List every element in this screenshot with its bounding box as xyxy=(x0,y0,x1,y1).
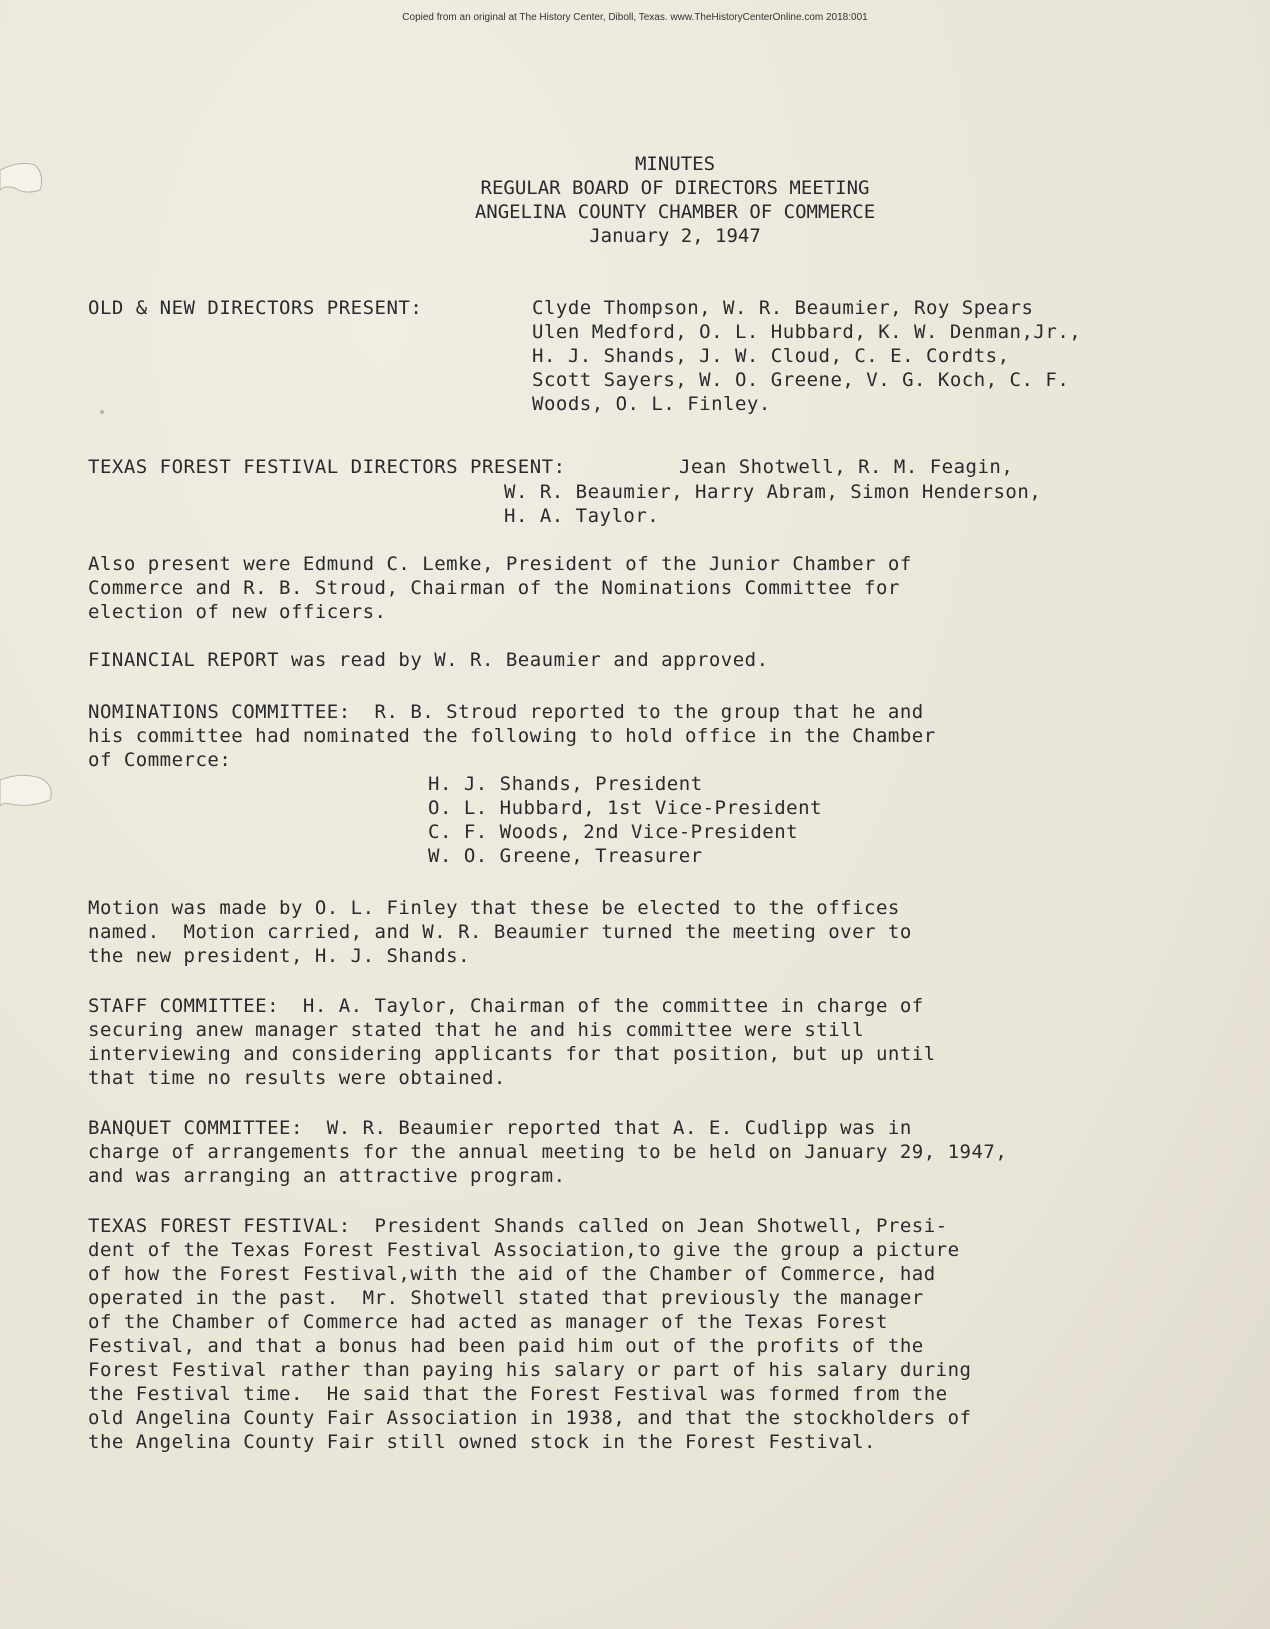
officer-item: C. F. Woods, 2nd Vice-President xyxy=(428,821,799,843)
forest-festival-line: old Angelina County Fair Association in 1938, and that the stockholders of xyxy=(88,1407,972,1429)
attribution-line: Copied from an original at The History Center, Diboll, Texas. www.TheHistoryCenterOnline.com 2018:001 xyxy=(402,12,868,23)
nominations-line: NOMINATIONS COMMITTEE: R. B. Stroud reported to the group that he and xyxy=(88,701,924,723)
festival-directors-line: W. R. Beaumier, Harry Abram, Simon Henderson, xyxy=(504,481,1042,503)
forest-festival-line: operated in the past. Mr. Shotwell stated that previously the manager xyxy=(88,1287,924,1309)
forest-festival-line: of how the Forest Festival,with the aid of the Chamber of Commerce, had xyxy=(88,1263,936,1285)
also-present-line: election of new officers. xyxy=(88,601,387,623)
staff-committee-line: that time no results were obtained. xyxy=(88,1067,506,1089)
staff-committee-line: STAFF COMMITTEE: H. A. Taylor, Chairman of the committee in charge of xyxy=(88,995,924,1017)
directors-line: Ulen Medford, O. L. Hubbard, K. W. Denman,Jr., xyxy=(532,321,1082,343)
festival-directors-line: H. A. Taylor. xyxy=(504,505,660,527)
directors-line: Woods, O. L. Finley. xyxy=(532,393,771,415)
organization-name: ANGELINA COUNTY CHAMBER OF COMMERCE xyxy=(474,201,876,223)
also-present-line: Commerce and R. B. Stroud, Chairman of the Nominations Committee for xyxy=(88,577,900,599)
nominations-line: his committee had nominated the following to hold office in the Chamber xyxy=(88,725,936,747)
forest-festival-line: Forest Festival rather than paying his salary or part of his salary during xyxy=(88,1359,972,1381)
banquet-committee-line: BANQUET COMMITTEE: W. R. Beaumier reported that A. E. Cudlipp was in xyxy=(88,1117,912,1139)
forest-festival-line: of the Chamber of Commerce had acted as manager of the Texas Forest xyxy=(88,1311,888,1333)
forest-festival-line: dent of the Texas Forest Festival Association,to give the group a picture xyxy=(88,1239,960,1261)
directors-line: Clyde Thompson, W. R. Beaumier, Roy Spears xyxy=(532,297,1034,319)
document-header xyxy=(0,152,1270,248)
festival-directors-label: TEXAS FOREST FESTIVAL DIRECTORS PRESENT: xyxy=(88,456,566,478)
directors-line: H. J. Shands, J. W. Cloud, C. E. Cordts, xyxy=(532,345,1010,367)
motion-line: the new president, H. J. Shands. xyxy=(88,945,471,967)
officer-item: W. O. Greene, Treasurer xyxy=(428,845,703,867)
forest-festival-line: the Angelina County Fair still owned stock in the Forest Festival. xyxy=(88,1431,876,1453)
financial-report: FINANCIAL REPORT was read by W. R. Beaumier and approved. xyxy=(88,649,769,671)
forest-festival-line: the Festival time. He said that the Forest Festival was formed from the xyxy=(88,1383,948,1405)
staff-committee-line: securing anew manager stated that he and his committee were still xyxy=(88,1019,865,1041)
motion-line: Motion was made by O. L. Finley that these be elected to the offices xyxy=(88,897,900,919)
paper-tear xyxy=(0,760,70,830)
staff-committee-line: interviewing and considering applicants for that position, but up until xyxy=(88,1043,936,1065)
banquet-committee-line: and was arranging an attractive program. xyxy=(88,1165,566,1187)
meeting-date: January 2, 1947 xyxy=(589,225,761,247)
document-title: MINUTES xyxy=(634,153,716,175)
officer-item: H. J. Shands, President xyxy=(428,773,703,795)
nominations-line: of Commerce: xyxy=(88,749,232,771)
banquet-committee-line: charge of arrangements for the annual meeting to be held on January 29, 1947, xyxy=(88,1141,1008,1163)
festival-directors-line: Jean Shotwell, R. M. Feagin, xyxy=(679,456,1014,478)
motion-line: named. Motion carried, and W. R. Beaumier turned the meeting over to xyxy=(88,921,912,943)
officer-item: O. L. Hubbard, 1st Vice-President xyxy=(428,797,822,819)
paper-mark xyxy=(100,410,104,414)
forest-festival-line: Festival, and that a bonus had been paid him out of the profits of the xyxy=(88,1335,924,1357)
directors-label: OLD & NEW DIRECTORS PRESENT: xyxy=(88,297,423,319)
directors-line: Scott Sayers, W. O. Greene, V. G. Koch, C. F. xyxy=(532,369,1070,391)
meeting-title: REGULAR BOARD OF DIRECTORS MEETING xyxy=(480,177,870,199)
forest-festival-line: TEXAS FOREST FESTIVAL: President Shands called on Jean Shotwell, Presi- xyxy=(88,1215,948,1237)
also-present-line: Also present were Edmund C. Lemke, President of the Junior Chamber of xyxy=(88,553,912,575)
